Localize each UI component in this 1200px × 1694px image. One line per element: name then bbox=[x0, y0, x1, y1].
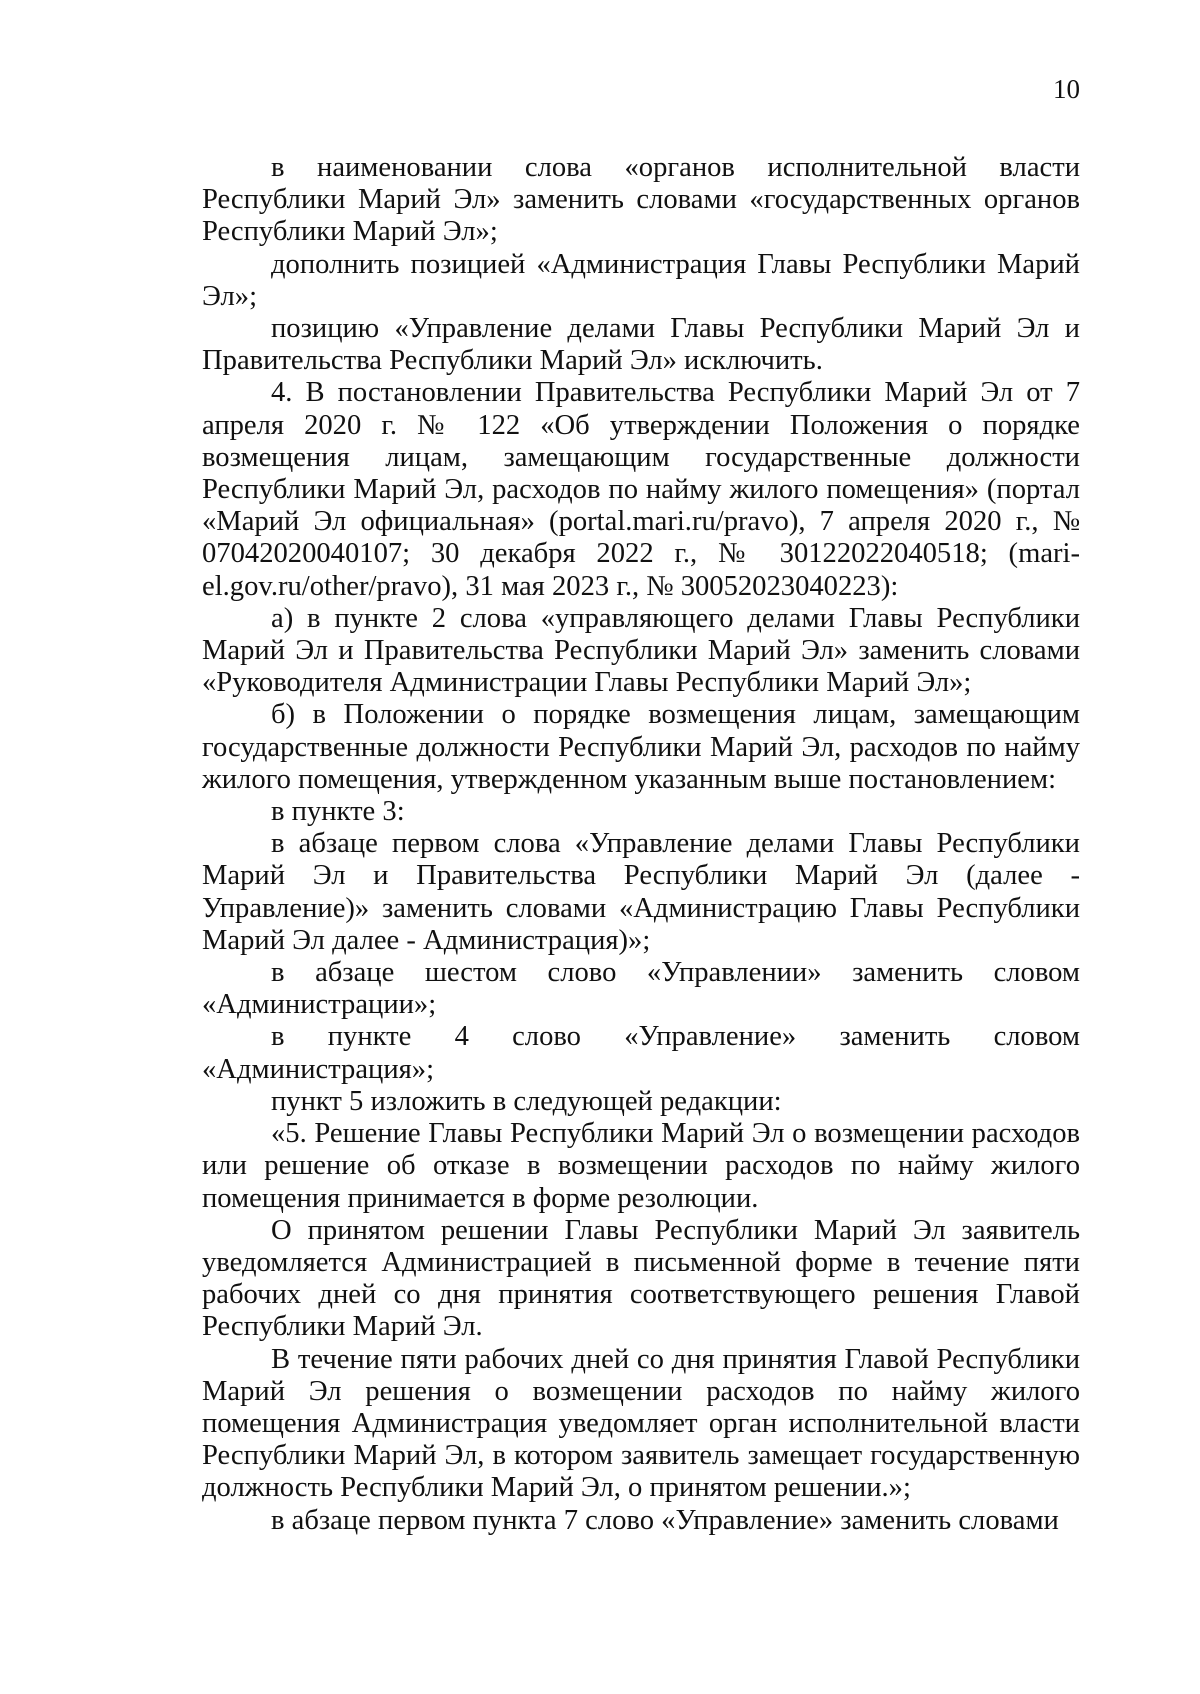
paragraph: О принятом решении Главы Республики Марий Эл заявитель уведомляется Администрацией в письменной форме в течение пяти рабочих дней со дня принятия соответствующего решения Главой Республики Марий Эл. bbox=[202, 1214, 1080, 1343]
paragraph: в пункте 4 слово «Управление» заменить словом «Администрация»; bbox=[202, 1021, 1080, 1085]
paragraph: «5. Решение Главы Республики Марий Эл о возмещении расходов или решение об отказе в возмещении расходов по найму жилого помещения принимается в форме резолюции. bbox=[202, 1118, 1080, 1214]
paragraph: в абзаце шестом слово «Управлении» заменить словом «Администрации»; bbox=[202, 957, 1080, 1021]
page-number: 10 bbox=[1053, 74, 1080, 104]
paragraph: в абзаце первом слова «Управление делами Главы Республики Марий Эл и Правительства Республики Марий Эл (далее - Управление)» заменить словами «Администрацию Главы Республики Марий Эл далее - Администрация)»; bbox=[202, 828, 1080, 956]
paragraph: дополнить позицией «Администрация Главы Республики Марий Эл»; bbox=[202, 248, 1080, 312]
paragraph: позицию «Управление делами Главы Республики Марий Эл и Правительства Республики Марий Эл» исключить. bbox=[202, 313, 1080, 377]
paragraph: б) в Положении о порядке возмещения лицам, замещающим государственные должности Республики Марий Эл, расходов по найму жилого помещения, утвержденном указанным выше постановлением: bbox=[202, 699, 1080, 795]
paragraph: пункт 5 изложить в следующей редакции: bbox=[271, 1085, 782, 1117]
paragraph: в абзаце первом пункта 7 слово «Управление» заменить словами bbox=[271, 1504, 1059, 1536]
paragraph: в пункте 3: bbox=[271, 796, 405, 828]
paragraph: В течение пяти рабочих дней со дня принятия Главой Республики Марий Эл решения о возмещении расходов по найму жилого помещения Администрация уведомляет орган исполнительной власти Республики Марий Эл, в котором заявитель замещает государственную должность Республики Марий Эл, о принятом решении.»; bbox=[202, 1343, 1080, 1504]
paragraph: а) в пункте 2 слова «управляющего делами Главы Республики Марий Эл и Правительства Республики Марий Эл» заменить словами «Руководителя Администрации Главы Республики Марий Эл»; bbox=[202, 602, 1080, 699]
paragraph: 4. В постановлении Правительства Республики Марий Эл от 7 апреля 2020 г. № 122 «Об утверждении Положения о порядке возмещения лицам, замещающим государственные должности Республики Марий Эл, расходов по найму жилого помещения» (портал «Марий Эл официальная» (portal.mari.ru/pravo), 7 апреля 2020 г., № 07042020040107; 30 декабря 2022 г., № 30122022040518; (mari-el.gov.ru/other/pravo), 31 мая 2023 г., № 30052023040223): bbox=[202, 377, 1080, 602]
paragraph: в наименовании слова «органов исполнительной власти Республики Марий Эл» заменить словами «государственных органов Республики Марий Эл»; bbox=[202, 152, 1080, 248]
document-body bbox=[202, 152, 1080, 1537]
